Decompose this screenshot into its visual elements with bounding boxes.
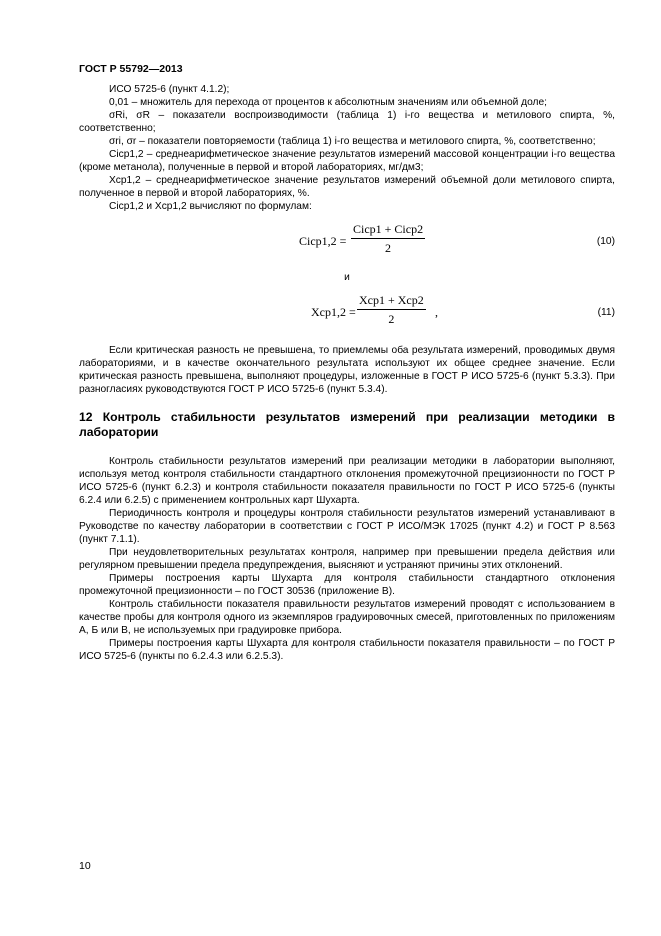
paragraph: Периодичность контроля и процедуры контроля стабильности результатов измерений устанавливают в Руководстве по качеству лаборатории в соответствии с ГОСТ Р ИСО/МЭК 17025 (пункт 4.2) и ГОСТ Р 8.563 (пункт 7.1.1). [79,508,615,545]
paragraph-after-formulas: Если критическая разность не превышена, то приемлемы оба результата измерений, проводимых двумя лабораториями, и в качестве окончательного результата используют их общее среднее значение. Если критическая разность превышена, выполняют процедуры, изложенные в ГОСТ Р ИСО 5725-6 (пункт 5.3.3). При разногласиях руководствуются ГОСТ Р ИСО 5725-6 (пункт 5.3.4). [79,345,615,395]
page-number: 10 [79,860,91,872]
formula-11-number: (11) [597,307,615,318]
formula-10-number: (10) [596,236,615,247]
intro-line-5: Ciср1,2 – среднеарифметическое значение результатов измерений массовой концентрации i-го вещества (кроме метанола), полученные в первой и второй лабораториях, мг/дм3; [79,149,615,173]
paragraph: Контроль стабильности показателя правильности результатов измерений проводят с использованием в качестве пробы для контроля одного из экземпляров градуировочных смесей, приготовленных по приложениям А, Б или В, не используемых при градуировке прибора. [79,599,615,636]
intro-line-4: σri, σr – показатели повторяемости (таблица 1) i-го вещества и метилового спирта, %, соответственно; [109,136,596,147]
formula-11-lhs: Xср1,2 = [311,305,356,319]
document-header: ГОСТ Р 55792—2013 [79,63,183,75]
intro-line-3: σRi, σR – показатели воспроизводимости (таблица 1) i-го вещества и метилового спирта, %, соответственно; [79,110,615,134]
intro-line-1: ИСО 5725-6 (пункт 4.1.2); [109,84,230,95]
formula-10-denominator: 2 [385,241,392,255]
formula-11-denominator: 2 [388,312,395,326]
document-body [79,83,615,663]
formula-10 [79,223,615,263]
paragraph: При неудовлетворительных результатах контроля, например при превышении предела действия или регулярном превышении предела предупреждения, выясняют и устраняют причины этих отклонений. [79,547,615,571]
formula-11-tail: , [435,305,438,319]
paragraph: Примеры построения карты Шухарта для контроля стабильности стандартного отклонения промежуточной прецизионности – по ГОСТ 30536 (приложение В). [79,573,615,597]
intro-line-6: Xср1,2 – среднеарифметическое значение результатов измерений объемной доли метилового спирта, полученное в первой и второй лабораториях, %. [79,175,615,199]
formula-10-fraction [351,223,425,255]
formula-connector: и [344,272,350,283]
formula-11-numerator: Xср1 + Xср2 [357,294,426,310]
formula-10-numerator: Ciср1 + Ciср2 [351,223,425,239]
formula-10-lhs: Ciср1,2 = [299,234,347,248]
intro-line-7: Ciср1,2 и Xср1,2 вычисляют по формулам: [109,201,312,212]
formula-11-fraction [357,294,426,326]
paragraph: Примеры построения карты Шухарта для контроля стабильности показателя правильности – по ГОСТ Р ИСО 5725-6 (пункты по 6.2.4.3 или 6.2.5.3). [79,638,615,662]
intro-line-2: 0,01 – множитель для перехода от процентов к абсолютным значениям или объемной доле; [109,97,547,108]
formula-11 [79,294,615,334]
paragraph: Контроль стабильности результатов измерений при реализации методики в лаборатории выполняют, используя метод контроля стабильности стандартного отклонения промежуточной прецизионности по ГОСТ Р ИСО 5725-6 (пункт 6.2.3) и контроля стабильности показателя правильности по ГОСТ Р ИСО 5725-6 (пункты 6.2.4 или 6.2.5) с применением контрольных карт Шухарта. [79,456,615,506]
section-12-heading: 12 Контроль стабильности результатов измерений при реализации методики в лаборатории [79,410,615,439]
